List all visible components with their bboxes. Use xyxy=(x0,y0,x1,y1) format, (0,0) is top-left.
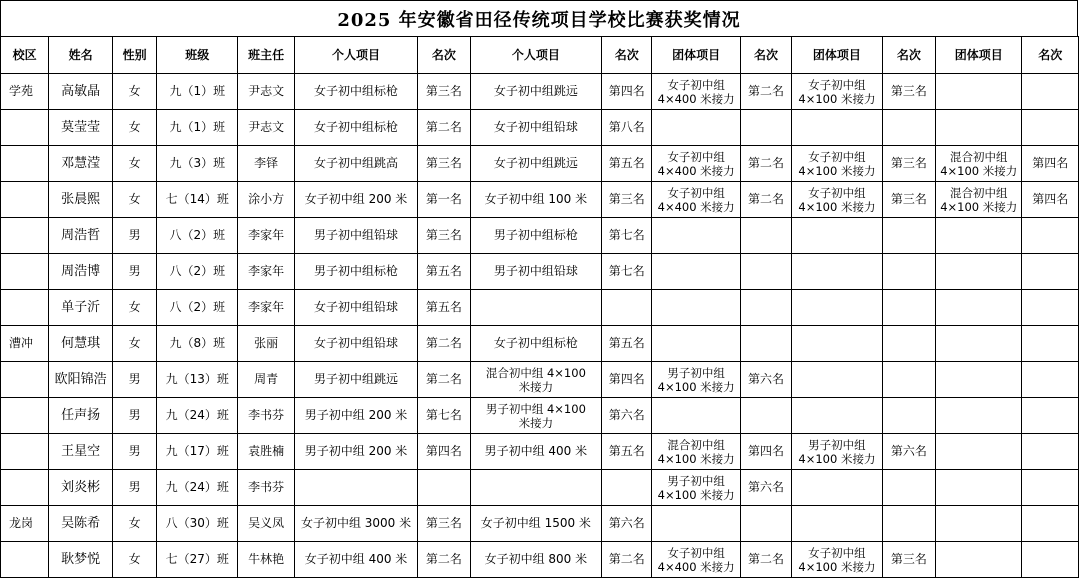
cell-campus xyxy=(1,182,49,218)
cell-team-rank-3 xyxy=(1022,218,1079,254)
cell-rank-2: 第六名 xyxy=(602,398,652,434)
cell-line: 女子初中组 xyxy=(667,77,725,92)
cell-gender: 男 xyxy=(113,362,157,398)
cell-team-event-3 xyxy=(936,182,1022,218)
cell-campus xyxy=(1,254,49,290)
cell-line: 女子初中组 xyxy=(808,545,866,560)
cell-team-rank-2: 第三名 xyxy=(882,74,935,110)
table-row xyxy=(1,290,1079,326)
cell-teacher: 李家年 xyxy=(238,290,295,326)
cell-team-event-1 xyxy=(652,110,740,146)
header-team-rank-2: 名次 xyxy=(882,37,935,74)
cell-campus xyxy=(1,470,49,506)
cell-name: 高敏晶 xyxy=(49,74,113,110)
cell-rank-2: 第五名 xyxy=(602,434,652,470)
cell-campus: 龙岗 xyxy=(1,506,49,542)
cell-individual-event-2: 女子初中组铅球 xyxy=(470,110,602,146)
cell-team-event-3 xyxy=(936,290,1022,326)
cell-gender: 男 xyxy=(113,434,157,470)
cell-name: 任声扬 xyxy=(49,398,113,434)
cell-team-rank-2 xyxy=(882,362,935,398)
cell-team-rank-3 xyxy=(1022,74,1079,110)
cell-team-event-2 xyxy=(792,74,882,110)
cell-team-rank-1 xyxy=(740,218,791,254)
cell-rank-2: 第二名 xyxy=(602,542,652,578)
cell-class: 九（1）班 xyxy=(157,74,238,110)
cell-individual-event-2 xyxy=(470,290,602,326)
cell-team-rank-3 xyxy=(1022,470,1079,506)
cell-line: 4×100 米接力 xyxy=(798,559,876,574)
cell-team-event-1 xyxy=(652,362,740,398)
cell-team-event-2 xyxy=(792,326,882,362)
cell-team-rank-2: 第三名 xyxy=(882,182,935,218)
header-rank-1: 名次 xyxy=(418,37,470,74)
cell-campus xyxy=(1,146,49,182)
cell-teacher: 牛林艳 xyxy=(238,542,295,578)
cell-line: 混合初中组 xyxy=(949,149,1008,164)
cell-team-rank-3 xyxy=(1022,254,1079,290)
cell-line: 混合初中组 4×100 xyxy=(485,365,586,380)
header-team-event-3: 团体项目 xyxy=(936,37,1022,74)
cell-rank-2: 第五名 xyxy=(602,146,652,182)
cell-line: 女子初中组 xyxy=(808,185,866,200)
table-row xyxy=(1,146,1079,182)
cell-individual-event-1: 男子初中组 200 米 xyxy=(294,398,417,434)
table-row xyxy=(1,254,1079,290)
cell-individual-event-1: 女子初中组 3000 米 xyxy=(294,506,417,542)
cell-teacher: 涂小方 xyxy=(238,182,295,218)
cell-class: 九（24）班 xyxy=(157,398,238,434)
cell-line: 女子初中组 xyxy=(667,545,725,560)
cell-team-event-2 xyxy=(792,506,882,542)
cell-gender: 女 xyxy=(113,74,157,110)
cell-gender: 女 xyxy=(113,290,157,326)
cell-individual-event-2: 女子初中组跳远 xyxy=(470,74,602,110)
cell-individual-event-1: 女子初中组铅球 xyxy=(294,290,417,326)
cell-team-rank-2 xyxy=(882,398,935,434)
cell-name: 刘炎彬 xyxy=(49,470,113,506)
cell-teacher: 李家年 xyxy=(238,254,295,290)
cell-team-event-3 xyxy=(936,434,1022,470)
header-individual-event-2: 个人项目 xyxy=(470,37,602,74)
cell-team-event-3 xyxy=(936,506,1022,542)
table-row xyxy=(1,218,1079,254)
cell-teacher: 尹志文 xyxy=(238,74,295,110)
cell-rank-2 xyxy=(602,470,652,506)
header-rank-2: 名次 xyxy=(602,37,652,74)
cell-team-rank-3 xyxy=(1022,290,1079,326)
cell-rank-1: 第五名 xyxy=(418,254,470,290)
cell-class: 九（8）班 xyxy=(157,326,238,362)
cell-line: 米接力 xyxy=(518,379,554,394)
cell-individual-event-1: 男子初中组跳远 xyxy=(294,362,417,398)
cell-team-rank-3: 第四名 xyxy=(1022,146,1079,182)
cell-class: 九（17）班 xyxy=(157,434,238,470)
table-row xyxy=(1,362,1079,398)
cell-team-event-3 xyxy=(936,362,1022,398)
cell-name: 王星空 xyxy=(49,434,113,470)
cell-team-event-2 xyxy=(792,362,882,398)
cell-class: 七（27）班 xyxy=(157,542,238,578)
cell-line: 混合初中组 xyxy=(949,185,1008,200)
cell-line: 混合初中组 xyxy=(667,437,725,452)
cell-name: 单子沂 xyxy=(49,290,113,326)
cell-teacher: 张丽 xyxy=(238,326,295,362)
awards-table xyxy=(0,36,1079,578)
cell-rank-2: 第四名 xyxy=(602,74,652,110)
cell-teacher: 李铎 xyxy=(238,146,295,182)
cell-rank-2: 第七名 xyxy=(602,218,652,254)
header-team-rank-1: 名次 xyxy=(740,37,791,74)
cell-teacher: 李家年 xyxy=(238,218,295,254)
cell-teacher: 吴义凤 xyxy=(238,506,295,542)
cell-rank-2: 第五名 xyxy=(602,326,652,362)
cell-campus xyxy=(1,434,49,470)
cell-teacher: 李书芬 xyxy=(238,398,295,434)
header-individual-event-1: 个人项目 xyxy=(294,37,417,74)
cell-team-event-3 xyxy=(936,74,1022,110)
cell-team-rank-3 xyxy=(1022,110,1079,146)
cell-team-event-3 xyxy=(936,470,1022,506)
cell-line: 女子初中组 xyxy=(808,77,866,92)
header-row xyxy=(1,37,1079,74)
cell-campus: 学苑 xyxy=(1,74,49,110)
cell-individual-event-2 xyxy=(470,398,602,434)
cell-rank-1: 第七名 xyxy=(418,398,470,434)
cell-name: 欧阳锦浩 xyxy=(49,362,113,398)
cell-gender: 女 xyxy=(113,506,157,542)
cell-team-rank-1: 第六名 xyxy=(740,470,791,506)
cell-line: 4×100 米接力 xyxy=(657,487,735,502)
cell-teacher: 周青 xyxy=(238,362,295,398)
cell-individual-event-1: 女子初中组 400 米 xyxy=(294,542,417,578)
cell-rank-1: 第二名 xyxy=(418,110,470,146)
cell-team-rank-2: 第三名 xyxy=(882,146,935,182)
cell-team-rank-1 xyxy=(740,506,791,542)
cell-team-rank-3 xyxy=(1022,506,1079,542)
cell-name: 耿梦悦 xyxy=(49,542,113,578)
cell-line: 4×100 米接力 xyxy=(657,451,735,466)
cell-team-rank-1: 第二名 xyxy=(740,542,791,578)
cell-rank-1: 第三名 xyxy=(418,218,470,254)
cell-team-event-1 xyxy=(652,218,740,254)
cell-gender: 女 xyxy=(113,146,157,182)
cell-team-event-2 xyxy=(792,542,882,578)
cell-team-rank-2: 第三名 xyxy=(882,542,935,578)
cell-line: 米接力 xyxy=(518,415,554,430)
cell-team-rank-1 xyxy=(740,398,791,434)
cell-campus: 漕冲 xyxy=(1,326,49,362)
cell-team-event-3 xyxy=(936,542,1022,578)
cell-gender: 男 xyxy=(113,218,157,254)
sheet-title: 2025 年安徽省田径传统项目学校比赛获奖情况 xyxy=(0,0,1078,37)
cell-team-event-2 xyxy=(792,146,882,182)
cell-class: 八（2）班 xyxy=(157,290,238,326)
cell-name: 何慧琪 xyxy=(49,326,113,362)
cell-team-event-1 xyxy=(652,434,740,470)
cell-class: 八（2）班 xyxy=(157,254,238,290)
cell-line: 4×100 米接力 xyxy=(798,91,876,106)
cell-teacher: 李书芬 xyxy=(238,470,295,506)
cell-rank-1: 第四名 xyxy=(418,434,470,470)
cell-rank-2: 第四名 xyxy=(602,362,652,398)
cell-individual-event-2: 女子初中组 1500 米 xyxy=(470,506,602,542)
cell-team-rank-2 xyxy=(882,470,935,506)
cell-team-rank-2 xyxy=(882,254,935,290)
cell-individual-event-2: 男子初中组铅球 xyxy=(470,254,602,290)
cell-team-event-3 xyxy=(936,254,1022,290)
cell-individual-event-1: 女子初中组标枪 xyxy=(294,74,417,110)
cell-individual-event-1: 女子初中组铅球 xyxy=(294,326,417,362)
cell-team-event-1 xyxy=(652,398,740,434)
cell-line: 4×400 米接力 xyxy=(657,199,735,214)
cell-team-rank-3 xyxy=(1022,326,1079,362)
cell-gender: 男 xyxy=(113,470,157,506)
cell-line: 4×100 米接力 xyxy=(798,163,876,178)
cell-team-rank-2 xyxy=(882,506,935,542)
cell-rank-2: 第三名 xyxy=(602,182,652,218)
cell-team-event-2 xyxy=(792,290,882,326)
cell-individual-event-2: 女子初中组 100 米 xyxy=(470,182,602,218)
cell-gender: 女 xyxy=(113,110,157,146)
cell-team-event-3 xyxy=(936,110,1022,146)
cell-individual-event-1: 男子初中组铅球 xyxy=(294,218,417,254)
cell-line: 女子初中组 xyxy=(808,149,866,164)
cell-line: 4×100 米接力 xyxy=(798,199,876,214)
cell-team-event-1 xyxy=(652,74,740,110)
header-name: 姓名 xyxy=(49,37,113,74)
cell-team-event-2 xyxy=(792,470,882,506)
cell-team-event-1 xyxy=(652,290,740,326)
cell-rank-1: 第一名 xyxy=(418,182,470,218)
cell-team-rank-3 xyxy=(1022,398,1079,434)
cell-line: 男子初中组 xyxy=(667,473,725,488)
cell-team-event-1 xyxy=(652,506,740,542)
cell-rank-2 xyxy=(602,290,652,326)
cell-gender: 女 xyxy=(113,542,157,578)
cell-individual-event-1: 女子初中组 200 米 xyxy=(294,182,417,218)
cell-gender: 女 xyxy=(113,326,157,362)
cell-gender: 女 xyxy=(113,182,157,218)
cell-team-event-3 xyxy=(936,218,1022,254)
cell-team-rank-2 xyxy=(882,110,935,146)
cell-line: 女子初中组 xyxy=(667,149,725,164)
cell-team-rank-1: 第二名 xyxy=(740,146,791,182)
cell-team-rank-1 xyxy=(740,326,791,362)
cell-team-event-1 xyxy=(652,146,740,182)
cell-name: 吴陈希 xyxy=(49,506,113,542)
cell-line: 4×100 米接力 xyxy=(798,451,876,466)
cell-rank-2: 第六名 xyxy=(602,506,652,542)
cell-team-rank-1: 第二名 xyxy=(740,74,791,110)
table-row xyxy=(1,506,1079,542)
header-class: 班级 xyxy=(157,37,238,74)
cell-team-rank-1: 第二名 xyxy=(740,182,791,218)
header-teacher: 班主任 xyxy=(238,37,295,74)
cell-individual-event-2: 男子初中组 400 米 xyxy=(470,434,602,470)
header-team-event-2: 团体项目 xyxy=(792,37,882,74)
cell-campus xyxy=(1,218,49,254)
cell-team-event-3 xyxy=(936,326,1022,362)
cell-team-rank-3 xyxy=(1022,542,1079,578)
cell-campus xyxy=(1,362,49,398)
table-row xyxy=(1,470,1079,506)
cell-gender: 男 xyxy=(113,398,157,434)
table-row xyxy=(1,398,1079,434)
cell-name: 周浩哲 xyxy=(49,218,113,254)
cell-team-event-2 xyxy=(792,182,882,218)
cell-name: 张晨熙 xyxy=(49,182,113,218)
cell-team-event-1 xyxy=(652,254,740,290)
cell-team-event-2 xyxy=(792,398,882,434)
cell-individual-event-1: 男子初中组 200 米 xyxy=(294,434,417,470)
cell-rank-1: 第三名 xyxy=(418,146,470,182)
table-row xyxy=(1,542,1079,578)
header-gender: 性别 xyxy=(113,37,157,74)
cell-rank-1: 第三名 xyxy=(418,74,470,110)
cell-class: 九（24）班 xyxy=(157,470,238,506)
cell-teacher: 袁胜楠 xyxy=(238,434,295,470)
cell-individual-event-1 xyxy=(294,470,417,506)
cell-line: 4×400 米接力 xyxy=(657,163,735,178)
cell-rank-1: 第二名 xyxy=(418,362,470,398)
cell-line: 4×400 米接力 xyxy=(657,559,735,574)
cell-line: 男子初中组 4×100 xyxy=(485,401,586,416)
cell-team-event-2 xyxy=(792,434,882,470)
cell-individual-event-2 xyxy=(470,470,602,506)
cell-class: 九（1）班 xyxy=(157,110,238,146)
cell-rank-2: 第七名 xyxy=(602,254,652,290)
cell-rank-1: 第二名 xyxy=(418,326,470,362)
cell-team-rank-1: 第四名 xyxy=(740,434,791,470)
cell-team-event-2 xyxy=(792,110,882,146)
cell-team-rank-3 xyxy=(1022,434,1079,470)
cell-gender: 男 xyxy=(113,254,157,290)
cell-class: 九（3）班 xyxy=(157,146,238,182)
cell-rank-1: 第五名 xyxy=(418,290,470,326)
cell-team-event-3 xyxy=(936,398,1022,434)
cell-team-rank-1 xyxy=(740,254,791,290)
cell-rank-1: 第三名 xyxy=(418,506,470,542)
cell-team-event-1 xyxy=(652,182,740,218)
table-row xyxy=(1,74,1079,110)
cell-team-rank-3: 第四名 xyxy=(1022,182,1079,218)
cell-team-event-3 xyxy=(936,146,1022,182)
table-row xyxy=(1,182,1079,218)
cell-team-rank-1 xyxy=(740,290,791,326)
cell-class: 九（13）班 xyxy=(157,362,238,398)
cell-campus xyxy=(1,290,49,326)
table-row xyxy=(1,326,1079,362)
cell-team-event-2 xyxy=(792,254,882,290)
cell-team-rank-3 xyxy=(1022,362,1079,398)
cell-team-event-1 xyxy=(652,326,740,362)
cell-name: 莫莹莹 xyxy=(49,110,113,146)
header-campus: 校区 xyxy=(1,37,49,74)
header-team-rank-3: 名次 xyxy=(1022,37,1079,74)
cell-line: 4×400 米接力 xyxy=(657,91,735,106)
cell-teacher: 尹志文 xyxy=(238,110,295,146)
table-row xyxy=(1,434,1079,470)
cell-name: 邓慧滢 xyxy=(49,146,113,182)
cell-individual-event-1: 男子初中组标枪 xyxy=(294,254,417,290)
cell-individual-event-2: 男子初中组标枪 xyxy=(470,218,602,254)
cell-line: 4×100 米接力 xyxy=(940,199,1018,214)
cell-team-rank-2 xyxy=(882,218,935,254)
cell-individual-event-2: 女子初中组跳远 xyxy=(470,146,602,182)
cell-campus xyxy=(1,542,49,578)
cell-team-rank-1 xyxy=(740,110,791,146)
cell-rank-2: 第八名 xyxy=(602,110,652,146)
table-body xyxy=(1,74,1079,578)
cell-name: 周浩博 xyxy=(49,254,113,290)
cell-class: 七（14）班 xyxy=(157,182,238,218)
cell-individual-event-2: 女子初中组 800 米 xyxy=(470,542,602,578)
cell-team-rank-1: 第六名 xyxy=(740,362,791,398)
cell-team-event-1 xyxy=(652,470,740,506)
cell-individual-event-1: 女子初中组跳高 xyxy=(294,146,417,182)
cell-rank-1: 第二名 xyxy=(418,542,470,578)
cell-line: 4×100 米接力 xyxy=(940,163,1018,178)
cell-line: 女子初中组 xyxy=(667,185,725,200)
cell-campus xyxy=(1,110,49,146)
cell-line: 男子初中组 xyxy=(667,365,725,380)
cell-team-rank-2 xyxy=(882,326,935,362)
cell-individual-event-2 xyxy=(470,362,602,398)
cell-team-event-2 xyxy=(792,218,882,254)
cell-team-rank-2: 第六名 xyxy=(882,434,935,470)
cell-rank-1 xyxy=(418,470,470,506)
cell-individual-event-1: 女子初中组标枪 xyxy=(294,110,417,146)
cell-line: 4×100 米接力 xyxy=(657,379,735,394)
header-team-event-1: 团体项目 xyxy=(652,37,740,74)
cell-team-rank-2 xyxy=(882,290,935,326)
cell-class: 八（2）班 xyxy=(157,218,238,254)
cell-team-event-1 xyxy=(652,542,740,578)
table-row xyxy=(1,110,1079,146)
cell-individual-event-2: 女子初中组标枪 xyxy=(470,326,602,362)
cell-class: 八（30）班 xyxy=(157,506,238,542)
cell-line: 男子初中组 xyxy=(808,437,866,452)
cell-campus xyxy=(1,398,49,434)
